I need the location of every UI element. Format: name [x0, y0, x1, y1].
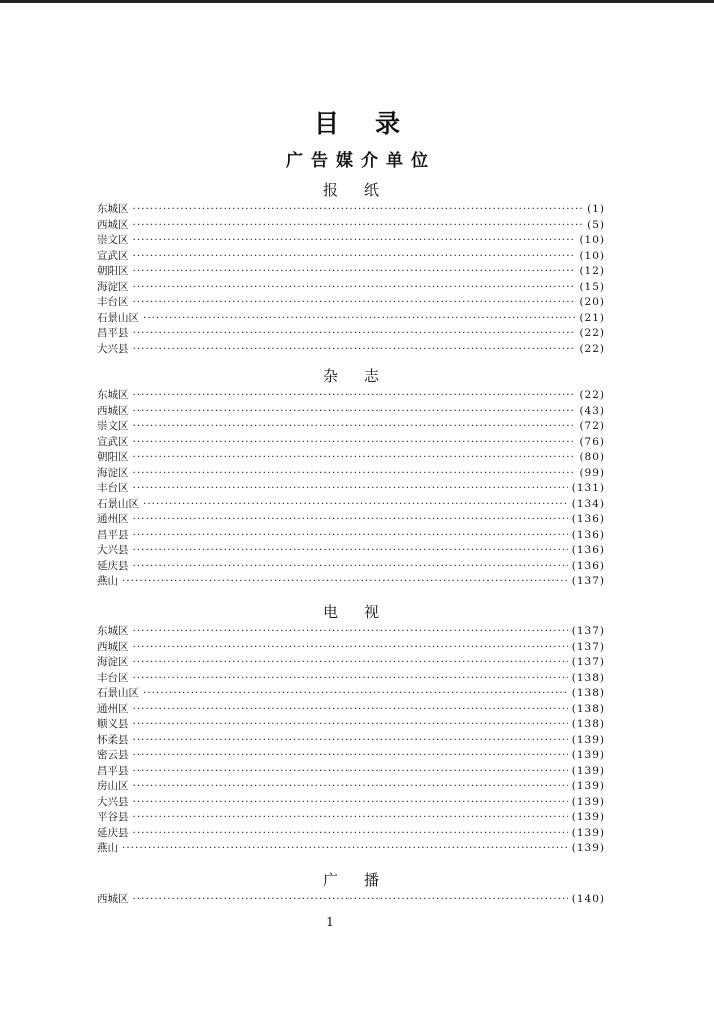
- dot-leader: [133, 640, 568, 656]
- entry-page: (12): [579, 265, 605, 277]
- dot-leader: [133, 624, 568, 640]
- page-title: 目录: [313, 109, 436, 138]
- dot-leader: [133, 466, 576, 482]
- toc-entry: [97, 528, 605, 544]
- entry-page: (138): [571, 718, 605, 730]
- entry-page: (22): [579, 389, 605, 401]
- entry-name: 东城区: [97, 203, 129, 215]
- dot-leader: [133, 435, 576, 451]
- entry-page: (134): [571, 497, 605, 510]
- toc-entry: [97, 419, 605, 435]
- entry-name: 西城区: [97, 404, 129, 417]
- section-heading: 广播: [322, 871, 405, 889]
- toc-entry: [97, 311, 605, 327]
- entry-page: (137): [571, 640, 605, 653]
- toc-entry: [97, 404, 605, 420]
- dot-leader: [133, 559, 568, 575]
- entry-page: (136): [571, 528, 605, 541]
- entry-page: (136): [571, 513, 605, 525]
- entry-name: 昌平县: [97, 764, 129, 777]
- entry-page: (136): [571, 544, 605, 556]
- toc-entry: [97, 810, 605, 826]
- entry-name: 大兴县: [97, 795, 129, 808]
- entry-page: (139): [571, 780, 605, 792]
- toc-entry: [97, 559, 605, 575]
- dot-leader: [143, 686, 568, 702]
- entry-page: (15): [579, 280, 605, 293]
- toc-entry: [97, 841, 605, 857]
- entry-name: 昌平县: [97, 327, 129, 339]
- dot-leader: [133, 779, 568, 795]
- entry-name: 朝阳区: [97, 265, 129, 277]
- dot-leader: [133, 419, 576, 435]
- dot-leader: [133, 202, 584, 218]
- entry-name: 怀柔县: [97, 733, 129, 746]
- entry-name: 丰台区: [97, 671, 129, 684]
- toc-entry: [97, 686, 605, 702]
- entry-name: 海淀区: [97, 656, 129, 668]
- dot-leader: [133, 295, 576, 311]
- section-heading: 电视: [322, 603, 405, 621]
- entry-page: (99): [579, 466, 605, 479]
- toc-entry: [97, 702, 605, 718]
- entry-page: (139): [571, 733, 605, 746]
- dot-leader: [133, 218, 584, 234]
- entry-page: (10): [579, 234, 605, 246]
- toc-entry: [97, 342, 605, 358]
- toc-entry: [97, 450, 605, 466]
- entry-name: 崇文区: [97, 234, 129, 246]
- entry-name: 石景山区: [97, 497, 139, 510]
- dot-leader: [133, 249, 576, 265]
- toc-entry: [97, 779, 605, 795]
- entry-name: 西城区: [97, 893, 129, 905]
- entry-name: 东城区: [97, 625, 129, 637]
- entry-name: 燕山: [97, 575, 118, 587]
- dot-leader: [122, 841, 568, 857]
- entry-name: 朝阳区: [97, 451, 129, 463]
- section-heading: 报纸: [322, 181, 405, 199]
- section-television: [97, 600, 605, 857]
- entry-name: 平谷县: [97, 811, 129, 823]
- toc-entry: [97, 218, 605, 234]
- dot-leader: [133, 450, 576, 466]
- entry-name: 石景山区: [97, 311, 139, 324]
- toc-entry: [97, 435, 605, 451]
- dot-leader: [133, 481, 568, 497]
- toc-entry: [97, 264, 605, 280]
- entry-page: (138): [571, 687, 605, 699]
- dot-leader: [143, 497, 568, 513]
- entry-page: (138): [571, 702, 605, 715]
- toc-entry: [97, 466, 605, 482]
- dot-leader: [133, 388, 576, 404]
- dot-leader: [133, 342, 576, 358]
- entry-page: (139): [571, 749, 605, 761]
- entry-name: 丰台区: [97, 482, 129, 494]
- toc-entry: [97, 574, 605, 590]
- section-newspapers: [97, 178, 605, 357]
- section-magazines: [97, 364, 605, 590]
- toc-entry: [97, 543, 605, 559]
- dot-leader: [133, 795, 568, 811]
- toc-entry: [97, 624, 605, 640]
- entry-name: 大兴县: [97, 544, 129, 556]
- entry-name: 崇文区: [97, 420, 129, 432]
- section-heading: 杂志: [322, 367, 405, 385]
- dot-leader: [133, 404, 576, 420]
- toc-entry: [97, 655, 605, 671]
- toc-entry: [97, 481, 605, 497]
- toc-entry: [97, 295, 605, 311]
- entry-name: 西城区: [97, 640, 129, 653]
- toc-entry: [97, 717, 605, 733]
- page-subtitle: 广告媒介单位: [286, 151, 436, 171]
- toc-entry: [97, 748, 605, 764]
- toc-entry: [97, 764, 605, 780]
- entry-page: (139): [571, 842, 605, 854]
- entry-name: 东城区: [97, 389, 129, 401]
- entry-page: (140): [571, 893, 605, 905]
- entry-name: 石景山区: [97, 687, 139, 699]
- entry-name: 房山区: [97, 780, 129, 792]
- entry-page: (139): [571, 764, 605, 777]
- entry-name: 宣武区: [97, 435, 129, 448]
- dot-leader: [133, 702, 568, 718]
- top-border: [0, 0, 714, 3]
- entry-page: (137): [571, 575, 605, 587]
- toc-entry: [97, 512, 605, 528]
- entry-name: 通州区: [97, 513, 129, 525]
- entry-page: (131): [571, 482, 605, 494]
- entry-name: 丰台区: [97, 296, 129, 308]
- section-radio: [97, 868, 605, 908]
- entry-name: 大兴县: [97, 342, 129, 355]
- dot-leader: [133, 748, 568, 764]
- toc-entry: [97, 892, 605, 908]
- dot-leader: [133, 810, 568, 826]
- entry-page: (139): [571, 811, 605, 823]
- entry-page: (43): [579, 404, 605, 417]
- entry-name: 密云县: [97, 749, 129, 761]
- entry-name: 海淀区: [97, 466, 129, 479]
- dot-leader: [133, 326, 576, 342]
- entry-page: (10): [579, 249, 605, 262]
- entry-name: 延庆县: [97, 559, 129, 572]
- entry-page: (1): [587, 203, 605, 215]
- entry-page: (139): [571, 795, 605, 808]
- dot-leader: [133, 655, 568, 671]
- dot-leader: [133, 892, 568, 908]
- dot-leader: [133, 543, 568, 559]
- dot-leader: [133, 717, 568, 733]
- entry-page: (136): [571, 559, 605, 572]
- entry-name: 顺义县: [97, 718, 129, 730]
- toc-entry: [97, 280, 605, 296]
- entry-page: (76): [579, 435, 605, 448]
- dot-leader: [133, 233, 576, 249]
- entry-name: 通州区: [97, 702, 129, 715]
- entry-page: (22): [579, 327, 605, 339]
- dot-leader: [133, 528, 568, 544]
- dot-leader: [133, 764, 568, 780]
- toc-entry: [97, 640, 605, 656]
- entry-name: 西城区: [97, 218, 129, 231]
- toc-entry: [97, 733, 605, 749]
- entry-page: (80): [579, 451, 605, 463]
- entry-page: (22): [579, 342, 605, 355]
- dot-leader: [133, 671, 568, 687]
- entry-name: 宣武区: [97, 249, 129, 262]
- dot-leader: [133, 280, 576, 296]
- entry-page: (72): [579, 420, 605, 432]
- entry-page: (21): [579, 311, 605, 324]
- entry-page: (139): [571, 826, 605, 839]
- dot-leader: [133, 512, 568, 528]
- dot-leader: [133, 733, 568, 749]
- entry-page: (5): [587, 218, 605, 231]
- toc-entry: [97, 202, 605, 218]
- toc-entry: [97, 326, 605, 342]
- entry-page: (137): [571, 656, 605, 668]
- toc-entry: [97, 826, 605, 842]
- dot-leader: [133, 264, 576, 280]
- page-number: 1: [326, 915, 334, 929]
- entry-name: 延庆县: [97, 826, 129, 839]
- entry-page: (138): [571, 671, 605, 684]
- entry-page: (137): [571, 625, 605, 637]
- dot-leader: [143, 311, 575, 327]
- entry-name: 海淀区: [97, 280, 129, 293]
- toc-entry: [97, 249, 605, 265]
- entry-name: 燕山: [97, 842, 118, 854]
- toc-entry: [97, 497, 605, 513]
- dot-leader: [133, 826, 568, 842]
- entry-name: 昌平县: [97, 528, 129, 541]
- toc-entry: [97, 388, 605, 404]
- toc-entry: [97, 233, 605, 249]
- toc-entry: [97, 671, 605, 687]
- entry-page: (20): [579, 296, 605, 308]
- toc-entry: [97, 795, 605, 811]
- dot-leader: [122, 574, 568, 590]
